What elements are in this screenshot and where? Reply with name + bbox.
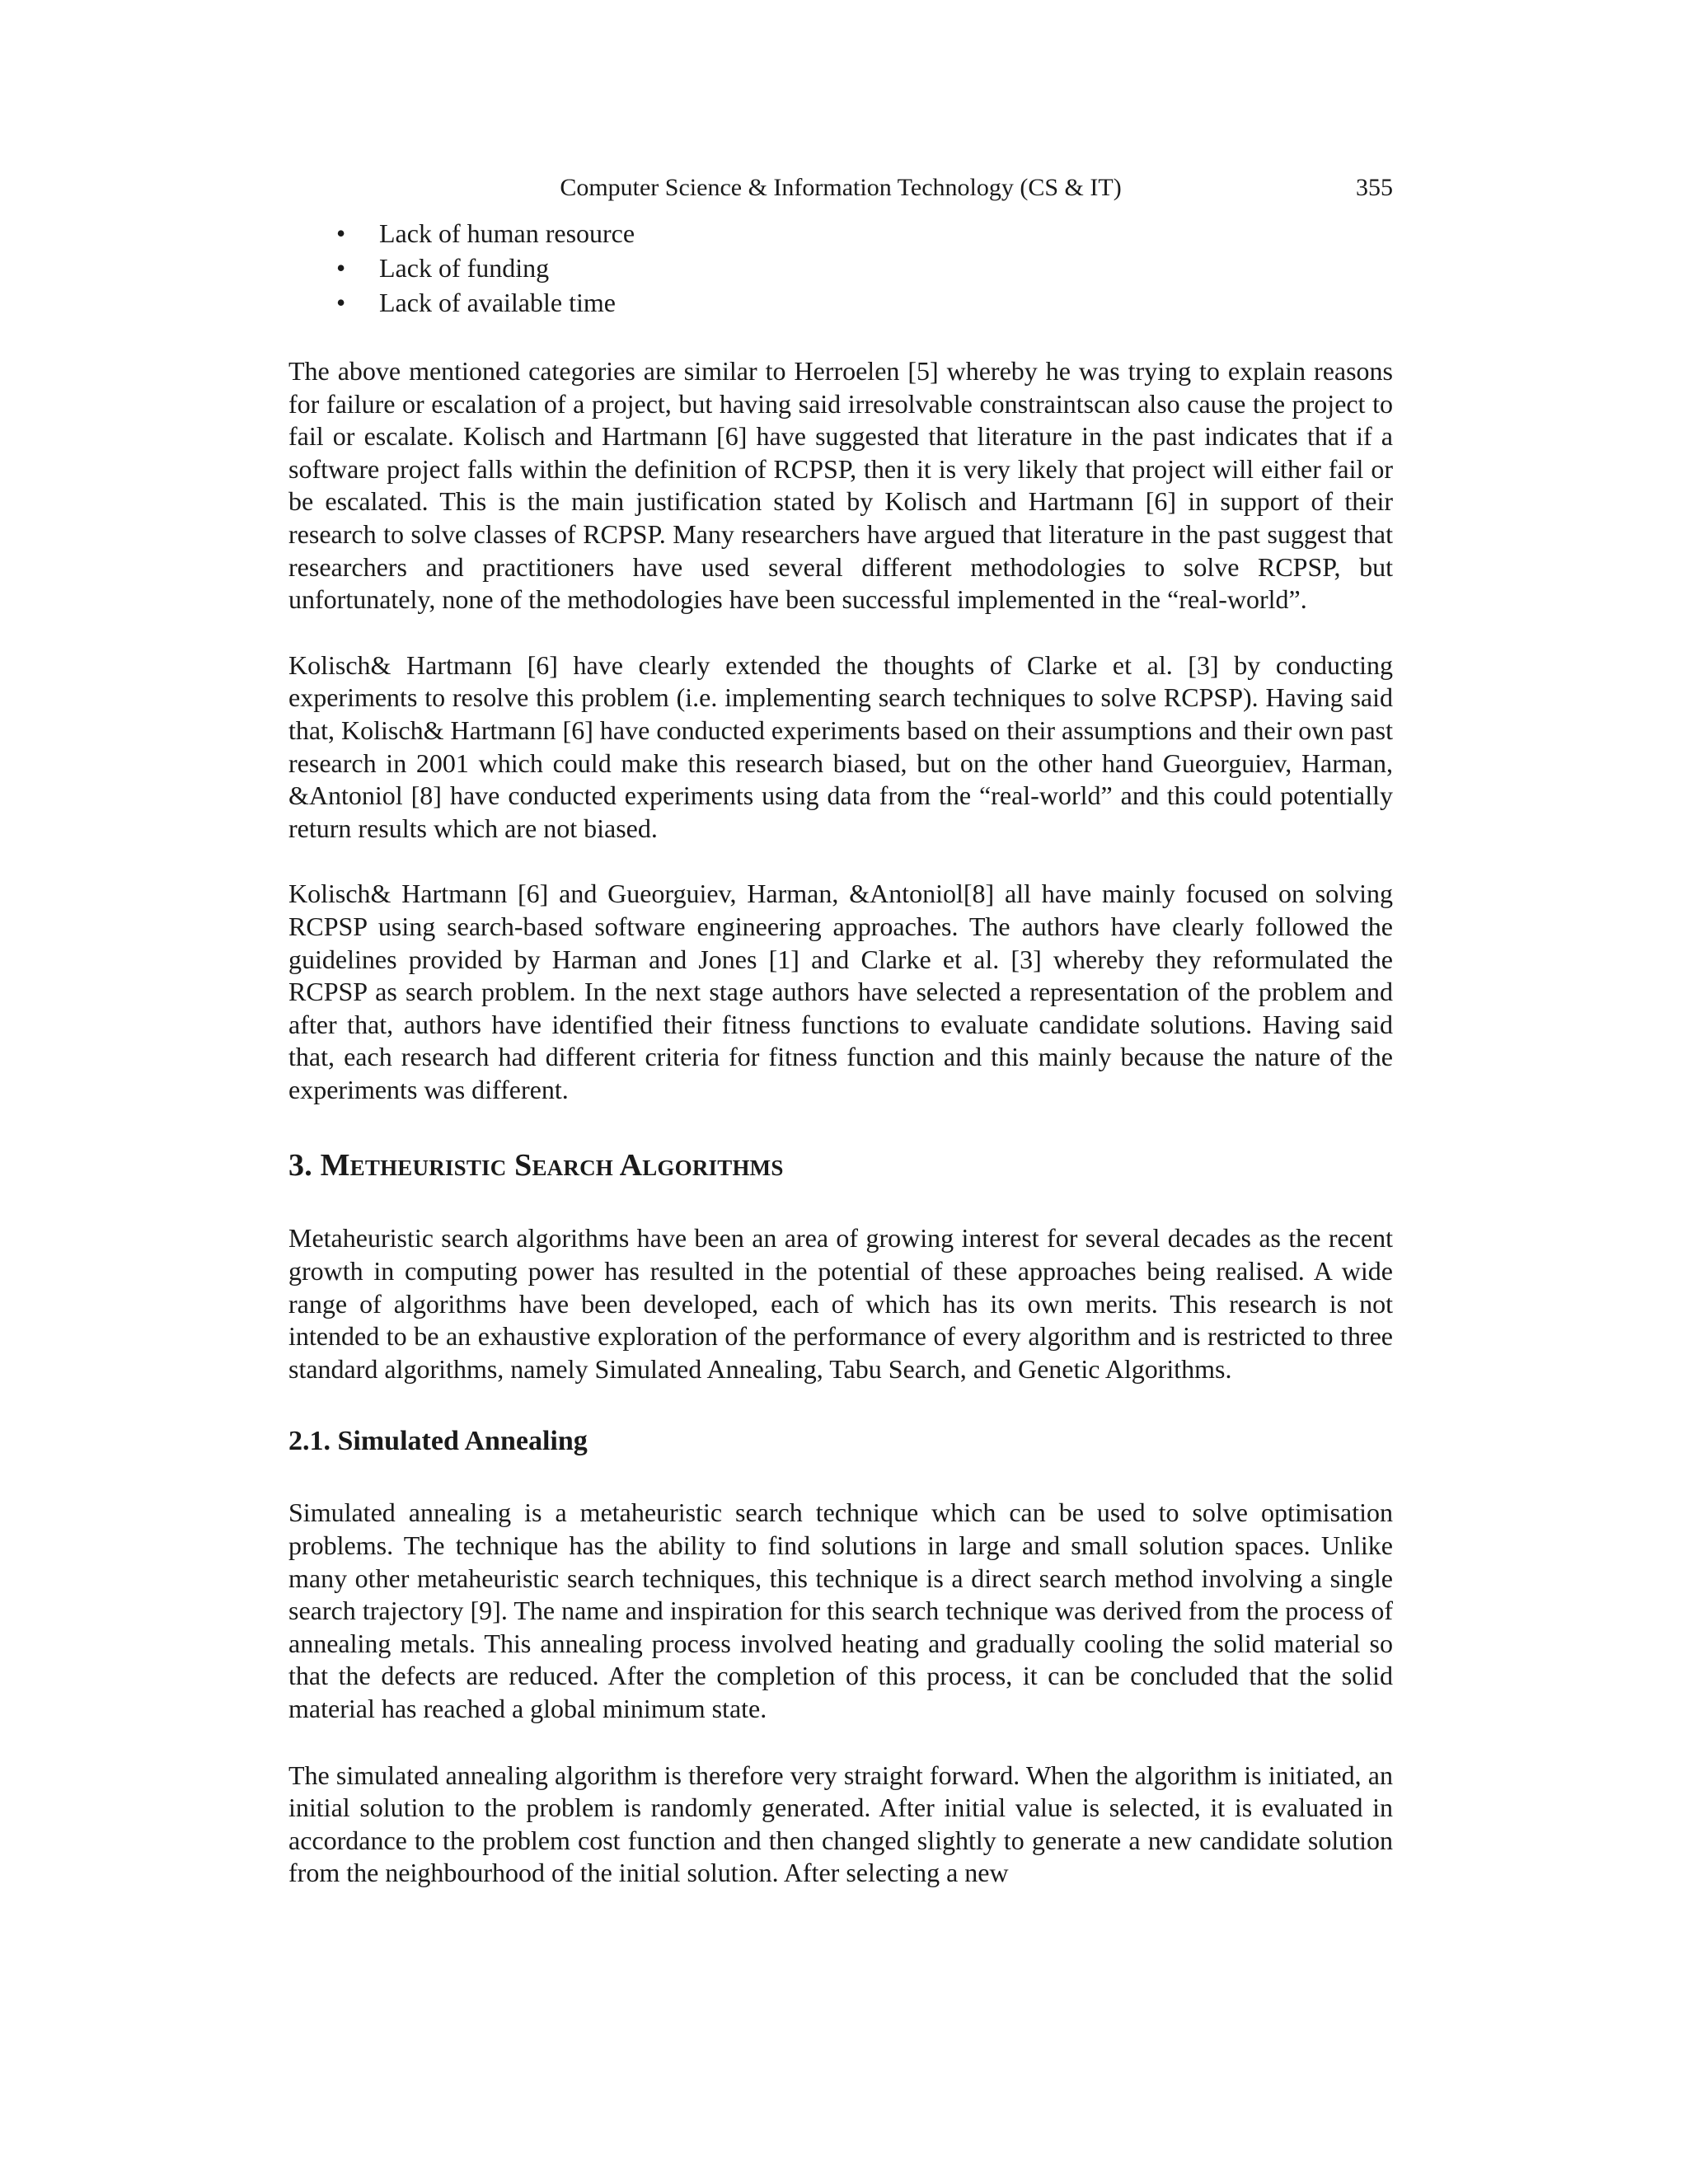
page-number: 355 (1356, 174, 1393, 201)
body-paragraph: Kolisch& Hartmann [6] have clearly extended the thoughts of Clarke et al. [3] by conducting experiments to resolve this problem (i.e. implementing search techniques to solve RCPSP). Having said that, Kolisch& Hartmann [6] have conducted experiments based on their assumptions and their own past research in 2001 which could make this research biased, but on the other hand Gueorguiev, Harman, &Antoniol [8] have conducted experiments using data from the “real-world” and this could potentially return results which are not biased. (288, 649, 1393, 843)
constraint-list (288, 216, 1393, 320)
body-paragraph: Kolisch& Hartmann [6] and Gueorguiev, Harman, &Antoniol[8] all have mainly focused on solving RCPSP using search-based software engineering approaches. The authors have clearly followed the guidelines provided by Harman and Jones [1] and Clarke et al. [3] whereby they reformulated the RCPSP as search problem. In the next stage authors have selected a representation of the problem and after that, authors have identified their fitness functions to evaluate candidate solutions. Having said that, each research had different criteria for fitness function and this mainly because the nature of the experiments was different. (288, 879, 1393, 1104)
list-item (288, 285, 1393, 320)
body-paragraph: Metaheuristic search algorithms have been an area of growing interest for several decades as the recent growth in computing power has resulted in the potential of these approaches being realised. A wide range of algorithms have been developed, each of which has its own merits. This research is not intended to be an exhaustive exploration of the performance of every algorithm and is restricted to three standard algorithms, namely Simulated Annealing, Tabu Search, and Genetic Algorithms. (288, 1223, 1393, 1384)
list-item-text: Lack of human resource (379, 218, 635, 248)
journal-title: Computer Science & Information Technology (CS & IT) (560, 174, 1122, 201)
body-paragraph: The simulated annealing algorithm is therefore very straight forward. When the algorithm is initiated, an initial solution to the problem is randomly generated. After initial value is selected, it is evaluated in accordance to the problem cost function and then changed slightly to generate a new candidate solution from the neighbourhood of the initial solution. After selecting a new (288, 1760, 1393, 1888)
list-item (288, 216, 1393, 251)
paper-page (288, 168, 1393, 1890)
running-header (288, 168, 1393, 208)
section-heading: 3. Metheuristic Search Algorithms (288, 1148, 784, 1183)
body-paragraph: Simulated annealing is a metaheuristic search technique which can be used to solve optimisation problems. The technique has the ability to find solutions in large and small solution spaces. Unlike many other metaheuristic search techniques, this technique is a direct search method involving a single search trajectory [9]. The name and inspiration for this search technique was derived from the process of annealing metals. This annealing process involved heating and gradually cooling the solid material so that the defects are reduced. After the completion of this process, it can be concluded that the solid material has reached a global minimum state. (288, 1497, 1393, 1723)
list-item (288, 251, 1393, 285)
body-paragraph: The above mentioned categories are similar to Herroelen [5] whereby he was trying to explain reasons for failure or escalation of a project, but having said irresolvable constraintscan also cause the project to fail or escalate. Kolisch and Hartmann [6] have suggested that literature in the past indicates that if a software project falls within the definition of RCPSP, then it is very likely that project will either fail or be escalated. This is the main justification stated by Kolisch and Hartmann [6] in support of their research to solve classes of RCPSP. Many researchers have argued that literature in the past suggest that researchers and practitioners have used several different methodologies to solve RCPSP, but unfortunately, none of the methodologies have been successful implemented in the “real-world”. (288, 356, 1393, 615)
bullet-icon: • (336, 218, 346, 248)
subsection-heading: 2.1. Simulated Annealing (288, 1426, 588, 1457)
list-item-text: Lack of available time (379, 288, 616, 317)
bullet-icon: • (336, 253, 346, 283)
bullet-icon: • (336, 288, 346, 317)
list-item-text: Lack of funding (379, 253, 550, 283)
